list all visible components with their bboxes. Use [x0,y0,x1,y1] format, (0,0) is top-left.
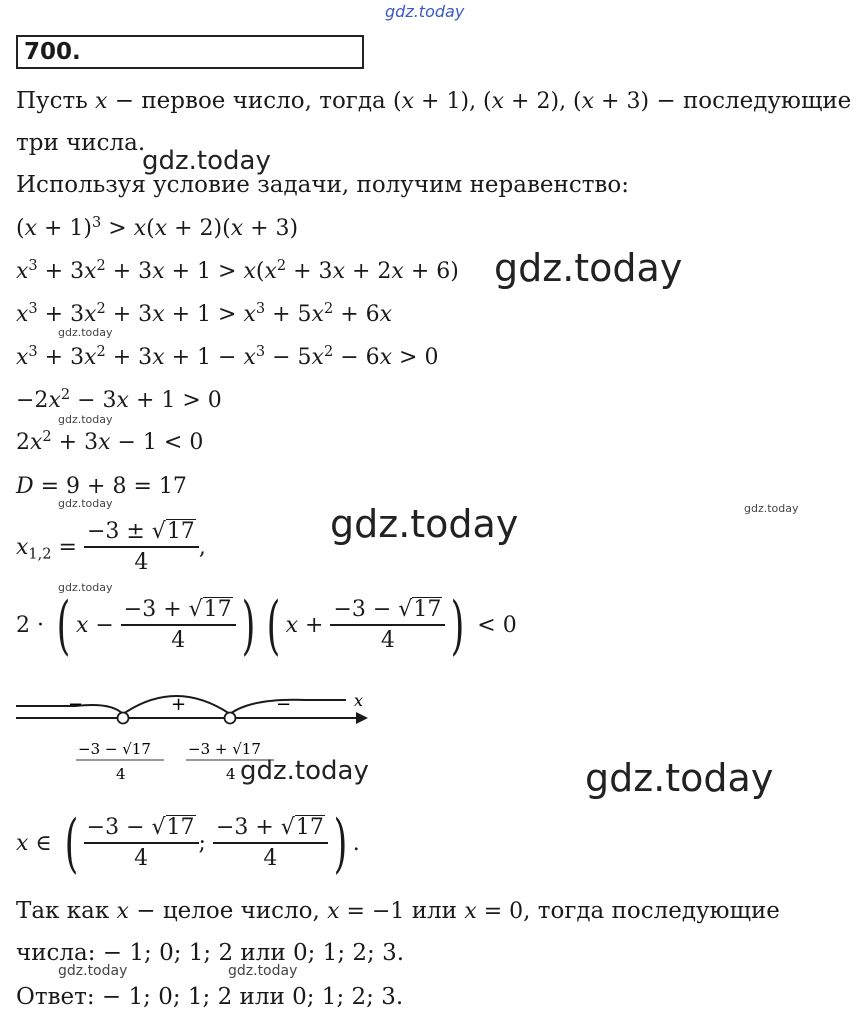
intro-text-b: − первое число, тогда [114,88,386,114]
watermark-8: gdz.today [58,581,113,594]
root-point-2 [225,713,236,724]
eq-1: $(x + 1)^3 > x(x + 2)(x + 3)$ [16,215,299,241]
condition-line: Используя условие задачи, получим неравенство: [16,172,629,198]
watermark-top: gdz.today [385,2,465,21]
eq-discriminant: D = 9 + 8 = 17 [16,474,187,499]
eq-interval: x ∈ ( $\frac{-3 - √17}{4}$ ; $\frac{-3 + √17}{4}$ ) . [16,807,360,881]
sign-right: − [276,694,292,715]
conclusion-line-2: числа: − 1; 0; 1; 2 или 0; 1; 2; 3. [16,940,405,966]
axis-arrow [356,712,368,724]
watermark-11: gdz.today [58,963,128,979]
answer-line: Ответ: − 1; 0; 1; 2 или 0; 1; 2; 3. [16,984,404,1010]
root1-numerator: −3 − √17 [78,740,151,758]
root2-numerator: −3 + √17 [188,740,261,758]
conclusion-eq-1: x = −1 [327,899,405,924]
axis-label-x: x [354,691,364,710]
intro-line-1 [16,86,851,117]
intro-text-c: − последующие [656,88,852,114]
eq-5: $-2x^2 - 3x + 1 > 0$ [16,387,222,413]
watermark-7: gdz.today [330,502,519,546]
eq-factored: 2 · ( x − $\frac{-3 + √17}{4}$ ) ( x + $\frac{-3 - √17}{4}$ ) < 0 [16,589,517,663]
root-point-1 [118,713,129,724]
root1-denominator: 4 [116,765,126,783]
watermark-1: gdz.today [142,146,271,176]
sign-middle: + [171,694,187,715]
watermark-6: gdz.today [744,502,799,515]
task-number: 700. [24,39,81,65]
watermark-3: gdz.today [58,326,113,339]
eq-3: $x^3 + 3x^2 + 3x + 1 > x^3 + 5x^2 + 6x$ [16,301,393,327]
intro-var-x: x [95,89,108,114]
eq-6: $2x^2 + 3x - 1 < 0$ [16,429,204,455]
sign-left: − [68,694,84,715]
eq-roots: $x_{1,2}$ = $\frac{-3 \pm √17}{4}$ , [16,519,206,575]
intro-text-a: Пусть [16,88,88,114]
eq-2: $x^3 + 3x^2 + 3x + 1 > x(x^2 + 3x + 2x + 6)$ [16,258,459,284]
conclusion-eq-2: x = 0 [464,899,524,924]
intro-line-2: три числа. [16,130,146,156]
watermark-9: gdz.today [240,756,369,786]
watermark-12: gdz.today [228,963,298,979]
task-number-box [16,35,364,69]
watermark-10: gdz.today [585,756,774,800]
conclusion-text-d: , тогда последующие [523,898,780,924]
conclusion-text-a: Так как [16,898,110,924]
intro-math-numbers: (x + 1), (x + 2), (x + 3) [393,89,650,114]
conclusion-line-1 [16,896,780,927]
conclusion-text-b: − целое число, [136,898,320,924]
watermark-4: gdz.today [58,413,113,426]
root2-denominator: 4 [226,765,236,783]
conclusion-var-x: x [116,899,129,924]
conclusion-text-c: или [411,898,457,924]
watermark-5: gdz.today [58,497,113,510]
watermark-2: gdz.today [494,246,683,290]
eq-4: $x^3 + 3x^2 + 3x + 1 - x^3 - 5x^2 - 6x > 0$ [16,344,439,370]
